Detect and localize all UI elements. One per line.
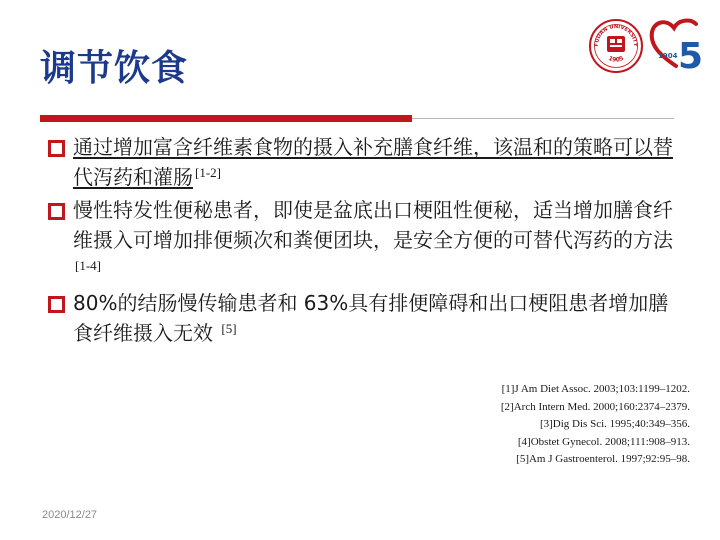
bullet-list [46,132,676,351]
reference-list [501,381,690,469]
citation: [5] [221,321,237,336]
fudan-seal-year: 1905 [607,54,625,64]
hollow-square-bullet-icon [48,140,65,157]
hollow-square-bullet-icon [48,203,65,220]
reference-item: [1]J Am Diet Assoc. 2003;103:1199–1202. [501,383,690,395]
slide-date: 2020/12/27 [42,509,98,521]
fudan-university-seal-icon [588,18,644,74]
bullet-text: 80%的结肠慢传输患者和 63%具有排便障碍和出口梗阻患者增加膳食纤维摄入无效 [73,291,669,345]
title-underline-red [40,115,412,122]
bullet-item-1 [46,132,676,192]
slide-title: 调节饮食 [40,48,189,89]
bullet-item-2 [46,195,676,285]
title-underline-gray [412,118,674,119]
bullet-text: 通过增加富含纤维素食物的摄入补充膳食纤维，该温和的策略可以替代泻药和灌肠 [73,135,673,189]
reference-item: [3]Dig Dis Sci. 1995;40:349–356. [539,418,690,430]
anniversary-heart-logo-icon [648,14,704,74]
fudan-seal-name: FUDAN UNIVERSITY [593,23,639,47]
reference-item: [5]Am J Gastroenterol. 1997;92:95–98. [516,453,690,465]
bullet-item-3 [46,288,676,348]
citation: [1-2] [195,165,221,180]
svg-text:1905 [607,55,625,64]
hollow-square-bullet-icon [48,296,65,313]
citation: [1-4] [75,258,101,273]
reference-item: [4]Obstet Gynecol. 2008;111:908–913. [517,435,690,448]
anniversary-number: 5 [678,36,704,74]
bullet-text: 慢性特发性便秘患者，即使是盆底出口梗阻性便秘，适当增加膳食纤维摄入可增加排便频次和粪便团块，是安全方便的可替代泻药的方法 [73,198,673,252]
reference-item: [2]Arch Intern Med. 2000;160:2374–2379. [500,400,690,413]
anniversary-year: 1904 [658,52,678,60]
